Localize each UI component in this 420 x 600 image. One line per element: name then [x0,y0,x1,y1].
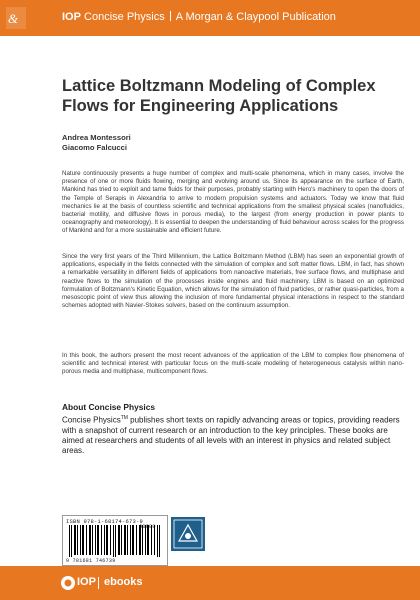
top-banner [0,0,420,36]
about-series-name: Concise Physics [62,415,121,425]
about-body: publishes short texts on rapidly advancing areas or topics, providing readers with a snapshot of current research or an introduction to the key principles. These books are aimed at researchers and students of all levels with an interest in physics and related subject areas. [62,415,400,456]
publisher-name: A Morgan & Claypool Publication [175,11,336,23]
series-name: Concise Physics [84,11,165,23]
book-title: Lattice Boltzmann Modeling of Complex Flows for Engineering Applications [62,77,376,115]
description-paragraph: In this book, the authors present the most recent advances of the application of the LBM to complex flow phenomena of scientific and technical interest with particular focus on the multi-scale modeling of heterogeneous catalysis within nano-porous media and multiphase, multicomponent flows. [62,352,404,376]
barcode-bars-icon [69,525,165,557]
description-paragraph: Since the very first years of the Third Millennium, the Lattice Boltzmann Method (LBM) has seen an exponential growth of applications, especially in the fields connected with the simulation of complex and soft matter flows. LBM, in fact, has shown a remarkable versatility in different fields of applications from nanoactive materials, free surface flows, and multiphase and reactive flows to the simulation of the processes inside engines and fluid machinery. LBM is based on an optimized formulation of Boltzmann's Kinetic Equation, which allows for the simulation of fluid particles, or rather quasi-particles, from a mesoscopic point of view thus allowing the inclusion of more fundamental physical interactions in respect to the standard schemes adopted with Navier-Stokes solvers, based on the continuum assumption. [62,253,404,310]
morgan-claypool-logo-icon [6,7,26,29]
bottom-banner [0,566,420,600]
description-paragraph: Nature continuously presents a huge number of complex and multi-scale phenomena, which in many cases, involve the presence of one or more fluids flowing, merging and evolving around us. Since its appearance on the surface of Earth, Mankind has tried to exploit and tame fluids for their purposes, probably starting with Hero's machinery to open the doors of the Temple of Serapis in Alexandria to arrive to modern propulsion systems and actuators. Today we know that fluid mechanics lie at the basis of countless scientific and technical applications from the smallest physical scales (nanofluidics, bacterial motility, and diffusive flows in porous media), to the largest (from energy production in power plants to oceanography and meteorology). It is essential to deepen the understanding of fluid behaviour across scales for the progress of Mankind and for a more sustainable and efficient future. [62,170,404,235]
footer-divider [98,577,99,589]
header-divider [170,11,171,21]
author-name: Giacomo Falcucci [62,143,127,152]
publisher-seal-icon [171,517,205,551]
barcode [62,515,168,566]
about-heading: About Concise Physics [62,402,156,412]
barcode-digits: 9 781681 746739 [66,558,116,564]
series-header [62,11,336,23]
svg-text:&: & [8,11,19,26]
footer-brand: IOP [77,576,96,588]
author-list [62,133,131,153]
footer-product: ebooks [104,576,143,588]
trademark: TM [120,415,128,421]
author-name: Andrea Montessori [62,133,131,142]
isbn-label: ISBN 978-1-68174-673-9 [66,518,144,525]
about-text [62,413,408,456]
series-brand: IOP [62,11,81,23]
